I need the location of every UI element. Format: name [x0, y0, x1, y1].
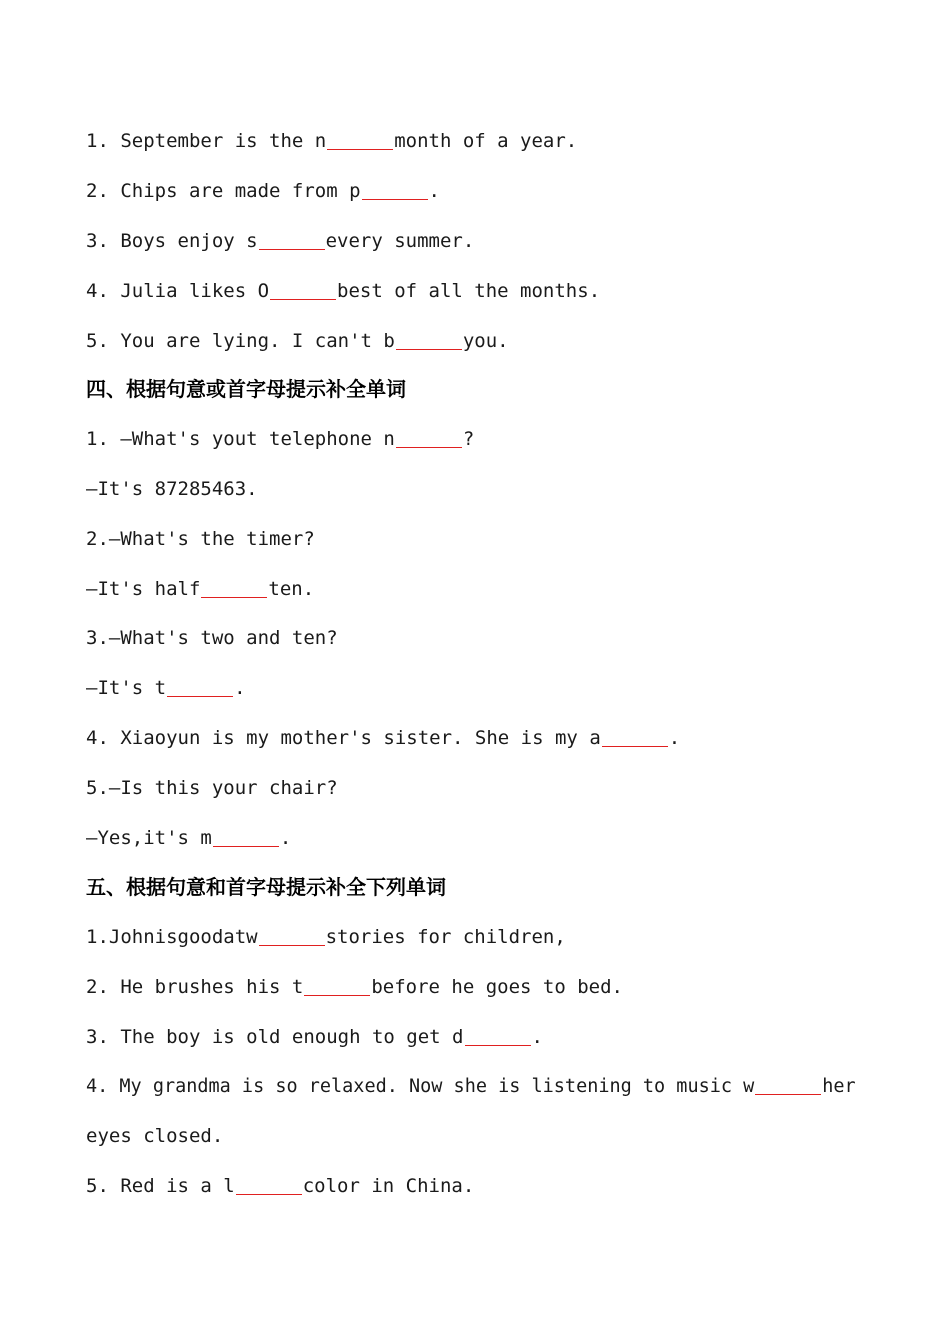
- line-text-after: ?: [462, 428, 475, 450]
- line-text-after: ten.: [268, 578, 315, 600]
- line-text-after: best of all the months.: [337, 280, 601, 302]
- answer-blank[interactable]: [259, 227, 325, 250]
- answer-blank[interactable]: [236, 1172, 302, 1195]
- exercise-line: 5.—Is this your chair?: [86, 777, 338, 799]
- line-text-before: 4. My grandma is so relaxed. Now she is listening to music w: [86, 1076, 755, 1097]
- answer-blank[interactable]: [602, 724, 668, 747]
- line-text-before: 1. September is the n: [86, 130, 327, 152]
- exercise-line: [86, 424, 926, 454]
- line-text-before: 5. You are lying. I can't b: [86, 330, 395, 352]
- line-text-after: you.: [462, 330, 509, 352]
- line-text-after: every summer.: [325, 230, 475, 252]
- line-text-after: her: [822, 1076, 856, 1097]
- line-text-before: 1. —What's yout telephone n: [86, 428, 395, 450]
- exercise-line: [86, 922, 926, 952]
- line-text-after: color in China.: [302, 1175, 475, 1197]
- exercise-line-1: [86, 126, 926, 156]
- line-text-after: .: [668, 727, 681, 749]
- line-text-after: .: [428, 180, 440, 202]
- line-text-before: 3. Boys enjoy s: [86, 230, 258, 252]
- answer-blank[interactable]: [465, 1023, 531, 1046]
- exercise-line: [86, 1022, 926, 1052]
- answer-blank[interactable]: [755, 1072, 821, 1095]
- line-text-after: before he goes to bed.: [371, 976, 624, 998]
- answer-blank[interactable]: [270, 277, 336, 300]
- answer-blank[interactable]: [304, 973, 370, 996]
- line-text-before: 1.Johnisgoodatw: [86, 926, 258, 948]
- line-text-before: 2. Chips are made from p: [86, 180, 361, 202]
- line-text-before: —It's half: [86, 578, 201, 600]
- answer-blank[interactable]: [396, 425, 462, 448]
- line-text-before: —Yes,it's m: [86, 827, 212, 849]
- exercise-line: eyes closed.: [86, 1125, 224, 1147]
- line-text-before: 5. Red is a l: [86, 1175, 235, 1197]
- exercise-line: [86, 1072, 926, 1102]
- line-text-after: .: [279, 827, 292, 849]
- line-text-before: 4. Xiaoyun is my mother's sister. She is my a: [86, 727, 601, 749]
- exercise-line: 2.—What's the timer?: [86, 528, 315, 550]
- section-heading-4: 四、根据句意或首字母提示补全单词: [86, 377, 406, 401]
- line-text-after: stories for children,: [325, 926, 566, 948]
- line-text-after: month of a year.: [394, 130, 578, 152]
- exercise-line: [86, 723, 926, 753]
- line-text-before: 2. He brushes his t: [86, 976, 304, 998]
- exercise-line: [86, 1171, 926, 1201]
- section-heading-5: 五、根据句意和首字母提示补全下列单词: [86, 875, 446, 899]
- line-text-before: —It's t: [86, 677, 167, 699]
- exercise-line-3: [86, 226, 926, 256]
- exercise-line: 3.—What's two and ten?: [86, 627, 338, 649]
- exercise-line: [86, 972, 926, 1002]
- line-text-before: 3. The boy is old enough to get d: [86, 1026, 464, 1048]
- answer-blank[interactable]: [396, 327, 462, 350]
- exercise-line: [86, 823, 926, 853]
- answer-blank[interactable]: [362, 177, 428, 200]
- line-text-before: 4. Julia likes O: [86, 280, 270, 302]
- answer-blank[interactable]: [259, 923, 325, 946]
- line-text-after: .: [531, 1026, 543, 1048]
- answer-blank[interactable]: [167, 674, 233, 697]
- line-text-after: .: [234, 677, 246, 699]
- exercise-line-5: [86, 326, 926, 356]
- exercise-line-2: [86, 176, 926, 206]
- answer-blank[interactable]: [201, 575, 267, 598]
- exercise-line: —It's 87285463.: [86, 478, 258, 500]
- answer-blank[interactable]: [327, 127, 393, 150]
- exercise-line: [86, 574, 926, 604]
- exercise-line-4: [86, 276, 926, 306]
- answer-blank[interactable]: [213, 824, 279, 847]
- exercise-line: [86, 673, 926, 703]
